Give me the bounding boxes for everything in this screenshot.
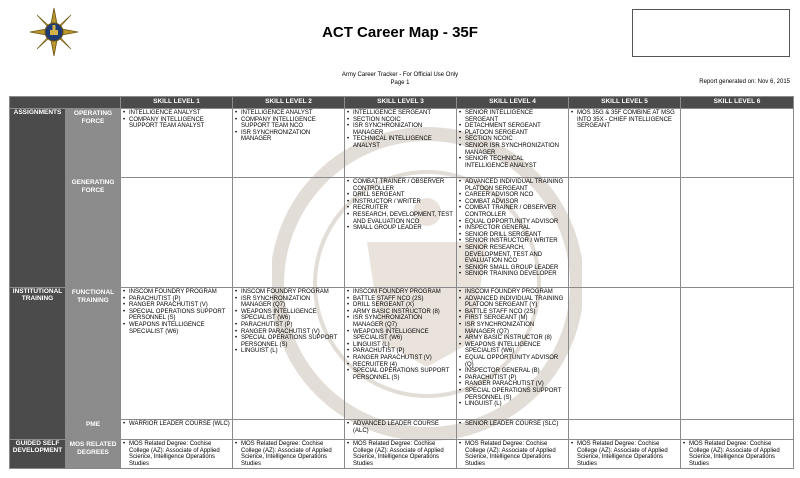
list-item: • TECHNICAL INTELLIGENCE ANALYST (347, 136, 454, 149)
list-item: • SENIOR LEADER COURSE (SLC) (459, 421, 566, 428)
list-item: • WEAPONS INTELLIGENCE SPECIALIST (W6) (459, 342, 566, 355)
list-item: • SENIOR SMALL GROUP LEADER (459, 265, 566, 272)
subsection-pme: PME (66, 420, 121, 440)
cell-generating-skill-level-1 (121, 178, 233, 288)
list-item: • ADVANCED INDIVIDUAL TRAINING PLATOON SERGEANT (Y) (459, 296, 566, 309)
list-item: • INTELLIGENCE ANALYST (123, 110, 230, 117)
list-item: • RANGER PARACHUTIST (V) (235, 329, 342, 336)
list-item: • DRILL SERGEANT (347, 192, 454, 199)
cell-pme-skill-level-6 (681, 420, 794, 440)
report-generated (699, 79, 790, 85)
list-item: • MOS Related Degree: Cochise College (AZ): Associate of Applied Science, Intelligence Operations Studies (571, 441, 678, 467)
subsection-operating-force: OPERATING FORCE (66, 109, 121, 178)
subsection-functional-training: FUNCTIONAL TRAINING (66, 288, 121, 420)
list-item: • SENIOR TECHNICAL INTELLIGENCE ANALYST (459, 156, 566, 169)
list-item: • ISR SYNCHRONIZATION MANAGER (347, 123, 454, 136)
list-item: • WARRIOR LEADER COURSE (WLC) (123, 421, 230, 428)
cell-operating-skill-level-3 (345, 109, 457, 178)
list-item: • COMBAT TRAINER / OBSERVER CONTROLLER (347, 179, 454, 192)
section-institutional-training: INSTITUTIONAL TRAINING (10, 288, 66, 440)
list-item: • SMALL GROUP LEADER (347, 225, 454, 232)
list-item: • WEAPONS INTELLIGENCE SPECIALIST (W6) (235, 309, 342, 322)
list-item: • INSCOM FOUNDRY PROGRAM (235, 289, 342, 296)
list-item: • BATTLE STAFF NCO (2S) (347, 296, 454, 303)
list-item: • INSCOM FOUNDRY PROGRAM (347, 289, 454, 296)
cell-pme-skill-level-4 (457, 420, 569, 440)
list-item: • FIRST SERGEANT (M) (459, 315, 566, 322)
col-header-skill-level-5: SKILL LEVEL 5 (569, 97, 681, 109)
list-item: • ISR SYNCHRONIZATION MANAGER (Q7) (235, 296, 342, 309)
list-item: • INSCOM FOUNDRY PROGRAM (459, 289, 566, 296)
cell-functional-skill-level-2 (233, 288, 345, 420)
list-item: • INSPECTOR GENERAL (459, 225, 566, 232)
position-list (459, 179, 566, 278)
list-item: • RECRUITER (347, 205, 454, 212)
cell-operating-skill-level-5 (569, 109, 681, 178)
list-item: • ADVANCED INDIVIDUAL TRAINING PLATOON SERGEANT (459, 179, 566, 192)
list-item: • MOS Related Degree: Cochise College (AZ): Associate of Applied Science, Intelligence Operations Studies (347, 441, 454, 467)
list-item: • SENIOR ISR SYNCHRONIZATION MANAGER (459, 143, 566, 156)
list-item: • INSPECTOR GENERAL (B) (459, 368, 566, 375)
position-list (347, 289, 454, 381)
position-list (459, 110, 566, 169)
position-list (123, 421, 230, 428)
subsection-generating-force: GENERATING FORCE (66, 178, 121, 288)
col-header-skill-level-6: SKILL LEVEL 6 (681, 97, 794, 109)
list-item: • PARACHUTIST (P) (459, 375, 566, 382)
header-row (10, 97, 794, 109)
cell-operating-skill-level-1 (121, 109, 233, 178)
list-item: • INSTRUCTOR / WRITER (347, 199, 454, 206)
position-list (459, 289, 566, 408)
cell-generating-skill-level-6 (681, 178, 794, 288)
list-item: • COMBAT TRAINER / OBSERVER CONTROLLER (459, 205, 566, 218)
row-pme (10, 420, 794, 440)
list-item: • COMPANY INTELLIGENCE SUPPORT TEAM NCO (235, 117, 342, 130)
row-generating-force (10, 178, 794, 288)
career-map-table (9, 96, 794, 469)
cell-operating-skill-level-6 (681, 109, 794, 178)
page-number: Page 1 (390, 80, 410, 86)
position-list (571, 110, 678, 130)
list-item: • MOS Related Degree: Cochise College (AZ): Associate of Applied Science, Intelligence Operations Studies (235, 441, 342, 467)
row-functional-training (10, 288, 794, 420)
cell-pme-skill-level-2 (233, 420, 345, 440)
list-item: • CAREER ADVISOR NCO (459, 192, 566, 199)
col-header-skill-level-3: SKILL LEVEL 3 (345, 97, 457, 109)
list-item: • SENIOR INSTRUCTOR / WRITER (459, 238, 566, 245)
col-header-skill-level-4: SKILL LEVEL 4 (457, 97, 569, 109)
list-item: • COMBAT ADVISOR (459, 199, 566, 206)
cell-functional-skill-level-1 (121, 288, 233, 420)
report-label: Report generated on: (699, 79, 756, 85)
list-item: • RANGER PARACHUTIST (V) (459, 381, 566, 388)
cell-mos-skill-level-5 (569, 440, 681, 469)
cell-operating-skill-level-4 (457, 109, 569, 178)
col-header-skill-level-1: SKILL LEVEL 1 (121, 97, 233, 109)
list-item: • MOS Related Degree: Cochise College (AZ): Associate of Applied Science, Intelligence Operations Studies (123, 441, 230, 467)
list-item: • MOS 35G & 35F COMBINE AT MSG INTO 35X - CHIEF INTELLIGENCE SERGEANT (571, 110, 678, 130)
cell-generating-skill-level-3 (345, 178, 457, 288)
blank-stamp-box (632, 9, 790, 57)
position-list (459, 441, 566, 467)
list-item: • DETACHMENT SERGEANT (459, 123, 566, 130)
subsection-mos-related-degrees: MOS RELATED DEGREES (66, 440, 121, 469)
position-list (347, 110, 454, 150)
list-item: • PARACHUTIST (P) (347, 348, 454, 355)
list-item: • PLATOON SERGEANT (459, 130, 566, 137)
cell-operating-skill-level-2 (233, 109, 345, 178)
position-list (683, 441, 791, 467)
row-mos-related-degrees (10, 440, 794, 469)
list-item: • BATTLE STAFF NCO (2S) (459, 309, 566, 316)
cell-pme-skill-level-5 (569, 420, 681, 440)
list-item: • SPECIAL OPERATIONS SUPPORT PERSONNEL (S) (459, 388, 566, 401)
list-item: • SPECIAL OPERATIONS SUPPORT PERSONNEL (S) (123, 309, 230, 322)
list-item: • SECTION NCOIC (347, 117, 454, 124)
list-item: • LINGUIST (L) (235, 348, 342, 355)
list-item: • RANGER PARACHUTIST (V) (123, 302, 230, 309)
list-item: • PARACHUTIST (P) (123, 296, 230, 303)
list-item: • SENIOR RESEARCH, DEVELOPMENT, TEST AND EVALUATION NCO (459, 245, 566, 265)
position-list (571, 441, 678, 467)
classification-line: Army Career Tracker - For Official Use Only (341, 72, 459, 78)
header-corner (10, 97, 121, 109)
list-item: • SPECIAL OPERATIONS SUPPORT PERSONNEL (S) (347, 368, 454, 381)
position-list (347, 421, 454, 434)
section-guided-self-development: GUIDED SELF DEVELOPMENT (10, 440, 66, 469)
col-header-skill-level-2: SKILL LEVEL 2 (233, 97, 345, 109)
list-item: • ADVANCED LEADER COURSE (ALC) (347, 421, 454, 434)
position-list (235, 289, 342, 355)
list-item: • RESEARCH, DEVELOPMENT, TEST AND EVALUATION NCO (347, 212, 454, 225)
position-list (123, 110, 230, 130)
list-item: • ARMY BASIC INSTRUCTOR (8) (459, 335, 566, 342)
cell-mos-skill-level-3 (345, 440, 457, 469)
cell-mos-skill-level-1 (121, 440, 233, 469)
cell-generating-skill-level-5 (569, 178, 681, 288)
list-item: • MOS Related Degree: Cochise College (AZ): Associate of Applied Science, Intelligence Operations Studies (459, 441, 566, 467)
cell-pme-skill-level-1 (121, 420, 233, 440)
row-operating-force (10, 109, 794, 178)
cell-functional-skill-level-4 (457, 288, 569, 420)
list-item: • ARMY BASIC INSTRUCTOR (8) (347, 309, 454, 316)
section-assignments: ASSIGNMENTS (10, 109, 66, 288)
list-item: • ISR SYNCHRONIZATION MANAGER (235, 130, 342, 143)
position-list (123, 441, 230, 467)
list-item: • WEAPONS INTELLIGENCE SPECIALIST (W6) (123, 322, 230, 335)
cell-generating-skill-level-2 (233, 178, 345, 288)
list-item: • SENIOR DRILL SERGEANT (459, 232, 566, 239)
cell-mos-skill-level-4 (457, 440, 569, 469)
cell-functional-skill-level-5 (569, 288, 681, 420)
cell-mos-skill-level-6 (681, 440, 794, 469)
list-item: • INTELLIGENCE ANALYST (235, 110, 342, 117)
cell-functional-skill-level-6 (681, 288, 794, 420)
cell-mos-skill-level-2 (233, 440, 345, 469)
cell-generating-skill-level-4 (457, 178, 569, 288)
cell-pme-skill-level-3 (345, 420, 457, 440)
list-item: • INTELLIGENCE SERGEANT (347, 110, 454, 117)
list-item: • LINGUIST (L) (459, 401, 566, 408)
position-list (459, 421, 566, 428)
list-item: • MOS Related Degree: Cochise College (AZ): Associate of Applied Science, Intelligence Operations Studies (683, 441, 791, 467)
list-item: • SECTION NCOIC (459, 136, 566, 143)
list-item: • RANGER PARACHUTIST (V) (347, 355, 454, 362)
page-title: ACT Career Map - 35F (322, 24, 478, 41)
position-list (235, 441, 342, 467)
list-item: • PARACHUTIST (P) (235, 322, 342, 329)
position-list (347, 179, 454, 232)
report-date: Nov 6, 2015 (757, 79, 790, 85)
list-item: • SENIOR INTELLIGENCE SERGEANT (459, 110, 566, 123)
list-item: • INSCOM FOUNDRY PROGRAM (123, 289, 230, 296)
list-item: • SPECIAL OPERATIONS SUPPORT PERSONNEL (S) (235, 335, 342, 348)
list-item: • EQUAL OPPORTUNITY ADVISOR (459, 219, 566, 226)
list-item: • DRILL SERGEANT (X) (347, 302, 454, 309)
list-item: • COMPANY INTELLIGENCE SUPPORT TEAM ANALYST (123, 117, 230, 130)
list-item: • ISR SYNCHRONIZATION MANAGER (Q7) (347, 315, 454, 328)
list-item: • WEAPONS INTELLIGENCE SPECIALIST (W6) (347, 329, 454, 342)
report-subheader (0, 71, 800, 87)
position-list (347, 441, 454, 467)
position-list (235, 110, 342, 143)
position-list (123, 289, 230, 335)
list-item: • SENIOR TRAINING DEVELOPER (459, 271, 566, 278)
list-item: • LINGUIST (L) (347, 342, 454, 349)
cell-functional-skill-level-3 (345, 288, 457, 420)
list-item: • RECRUITER (4) (347, 362, 454, 369)
list-item: • ISR SYNCHRONIZATION MANAGER (Q7) (459, 322, 566, 335)
list-item: • EQUAL OPPORTUNITY ADVISOR (Q) (459, 355, 566, 368)
